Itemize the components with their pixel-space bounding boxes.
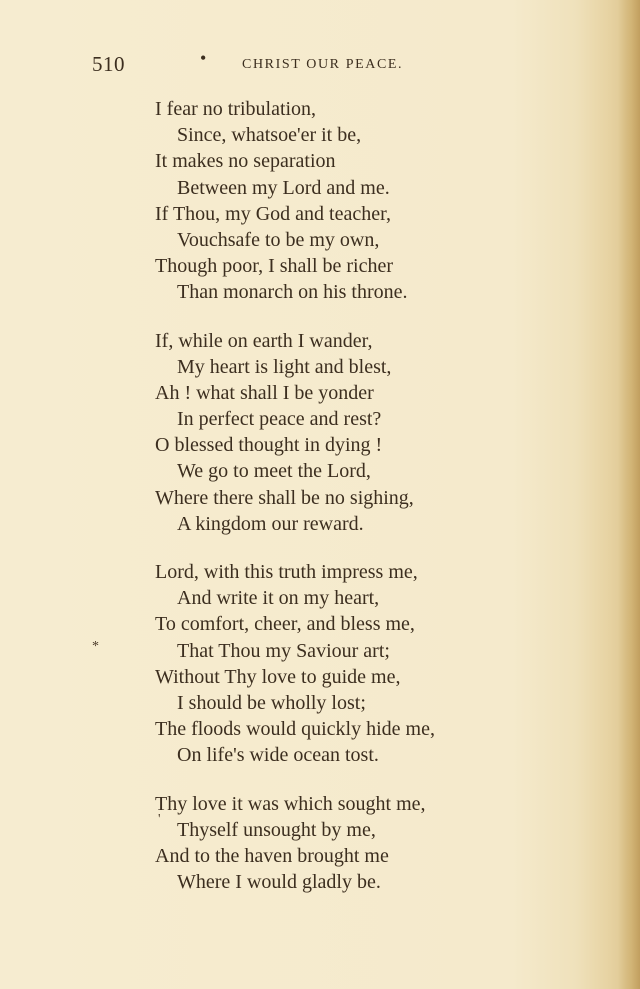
running-head xyxy=(92,48,442,78)
poem-line: Than monarch on his throne. xyxy=(177,281,408,304)
poem-line: In perfect peace and rest? xyxy=(177,408,382,431)
poem-line: Vouchsafe to be my own, xyxy=(177,228,380,251)
running-title: CHRIST OUR PEACE. xyxy=(242,57,404,72)
poem-line: Though poor, I shall be richer xyxy=(155,255,394,278)
poem-line: On life's wide ocean tost. xyxy=(177,744,379,767)
poem-line: Without Thy love to guide me, xyxy=(155,665,401,688)
poem-line: Thyself unsought by me, xyxy=(177,818,376,841)
poem-line: A kingdom our reward. xyxy=(177,512,364,535)
poem-line: Ah ! what shall I be yonder xyxy=(155,381,374,404)
poem xyxy=(155,96,515,917)
poem-line: I should be wholly lost; xyxy=(177,691,366,714)
running-head-dot: • xyxy=(200,48,207,68)
poem-line: That Thou my Saviour art; xyxy=(177,639,390,662)
poem-line: And write it on my heart, xyxy=(177,587,380,610)
stanza-1 xyxy=(155,96,515,306)
poem-line: The floods would quickly hide me, xyxy=(155,718,435,741)
poem-line: We go to meet the Lord, xyxy=(177,460,371,483)
poem-line: Where I would gladly be. xyxy=(177,871,381,894)
poem-line: Lord, with this truth impress me, xyxy=(155,561,418,583)
poem-line: My heart is light and blest, xyxy=(177,355,392,378)
poem-line: And to the haven brought me xyxy=(155,844,389,867)
tick-mark: ' xyxy=(158,812,161,827)
poem-line: O blessed thought in dying ! xyxy=(155,434,383,457)
stanza-4 xyxy=(155,791,515,896)
poem-line: It makes no separation xyxy=(155,150,336,173)
stanza-2 xyxy=(155,328,515,538)
poem-line: I fear no tribulation, xyxy=(155,98,317,120)
page-edge-shadow xyxy=(618,0,640,989)
poem-line: Between my Lord and me. xyxy=(177,176,390,199)
poem-line: To comfort, cheer, and bless me, xyxy=(155,613,415,636)
poem-line: Where there shall be no sighing, xyxy=(155,486,414,509)
stanza-3 xyxy=(155,559,515,769)
page-number: 510 xyxy=(92,52,125,76)
margin-star-mark: * xyxy=(92,639,99,654)
poem-line: Thy love it was which sought me, xyxy=(155,792,426,815)
poem-line: If, while on earth I wander, xyxy=(155,329,373,352)
poem-line: Since, whatsoe'er it be, xyxy=(177,124,362,147)
poem-line: If Thou, my God and teacher, xyxy=(155,202,391,225)
